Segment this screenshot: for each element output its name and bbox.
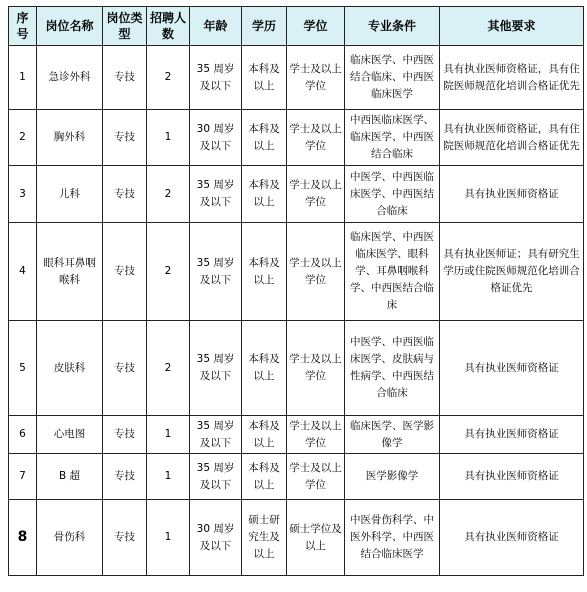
cell-degree: 学士及以上学位 bbox=[287, 223, 345, 321]
cell-major: 中医骨伤科学、中医外科学、中西医结合临床医学 bbox=[345, 500, 440, 576]
table-row bbox=[9, 416, 584, 454]
header-other: 其他要求 bbox=[440, 7, 584, 46]
cell-type: 专技 bbox=[103, 500, 147, 576]
cell-other: 具有执业医师证；具有研究生学历或住院医师规范化培训合格证优先 bbox=[440, 223, 584, 321]
cell-degree: 学士及以上学位 bbox=[287, 454, 345, 500]
cell-degree: 学士及以上学位 bbox=[287, 321, 345, 416]
cell-other: 具有执业医师资格证 bbox=[440, 416, 584, 454]
cell-type: 专技 bbox=[103, 166, 147, 223]
cell-degree: 硕士学位及以上 bbox=[287, 500, 345, 576]
cell-seq: 7 bbox=[9, 454, 37, 500]
cell-major: 中医学、中西医临床医学、皮肤病与性病学、中西医结合临床 bbox=[345, 321, 440, 416]
cell-count: 2 bbox=[147, 321, 190, 416]
cell-education: 本科及以上 bbox=[242, 46, 287, 110]
cell-education: 本科及以上 bbox=[242, 454, 287, 500]
cell-type: 专技 bbox=[103, 110, 147, 166]
cell-type: 专技 bbox=[103, 46, 147, 110]
cell-degree: 学士及以上学位 bbox=[287, 110, 345, 166]
cell-type: 专技 bbox=[103, 321, 147, 416]
cell-other: 具有执业医师资格证，具有住院医师规范化培训合格证优先 bbox=[440, 110, 584, 166]
table-row bbox=[9, 46, 584, 110]
cell-seq: 8 bbox=[9, 500, 37, 576]
table-row bbox=[9, 321, 584, 416]
cell-position: 急诊外科 bbox=[37, 46, 103, 110]
cell-major: 临床医学、中西医临床医学、眼科学、耳鼻咽喉科学、中西医结合临床 bbox=[345, 223, 440, 321]
cell-seq: 4 bbox=[9, 223, 37, 321]
cell-major: 临床医学、中西医结合临床、中西医临床医学 bbox=[345, 46, 440, 110]
cell-major: 中医学、中西医临床医学、中西医结合临床 bbox=[345, 166, 440, 223]
cell-age: 35 周岁及以下 bbox=[190, 46, 242, 110]
cell-position: 胸外科 bbox=[37, 110, 103, 166]
cell-other: 具有执业医师资格证，具有住院医师规范化培训合格证优先 bbox=[440, 46, 584, 110]
cell-degree: 学士及以上学位 bbox=[287, 166, 345, 223]
header-degree: 学位 bbox=[287, 7, 345, 46]
cell-other: 具有执业医师资格证 bbox=[440, 321, 584, 416]
header-age: 年龄 bbox=[190, 7, 242, 46]
cell-age: 30 周岁及以下 bbox=[190, 500, 242, 576]
table-row bbox=[9, 166, 584, 223]
cell-age: 30 周岁及以下 bbox=[190, 110, 242, 166]
cell-count: 1 bbox=[147, 500, 190, 576]
cell-other: 具有执业医师资格证 bbox=[440, 454, 584, 500]
header-education: 学历 bbox=[242, 7, 287, 46]
cell-education: 本科及以上 bbox=[242, 321, 287, 416]
cell-education: 本科及以上 bbox=[242, 223, 287, 321]
cell-seq: 3 bbox=[9, 166, 37, 223]
cell-position: 心电图 bbox=[37, 416, 103, 454]
header-major: 专业条件 bbox=[345, 7, 440, 46]
cell-major: 临床医学、医学影像学 bbox=[345, 416, 440, 454]
header-seq: 序号 bbox=[9, 7, 37, 46]
cell-seq: 2 bbox=[9, 110, 37, 166]
cell-type: 专技 bbox=[103, 454, 147, 500]
cell-count: 1 bbox=[147, 110, 190, 166]
cell-education: 本科及以上 bbox=[242, 110, 287, 166]
cell-age: 35 周岁及以下 bbox=[190, 223, 242, 321]
cell-major: 中西医临床医学、临床医学、中西医结合临床 bbox=[345, 110, 440, 166]
cell-count: 2 bbox=[147, 166, 190, 223]
cell-education: 本科及以上 bbox=[242, 166, 287, 223]
cell-age: 35 周岁及以下 bbox=[190, 416, 242, 454]
cell-position: 骨伤科 bbox=[37, 500, 103, 576]
cell-other: 具有执业医师资格证 bbox=[440, 500, 584, 576]
header-row bbox=[9, 7, 584, 46]
table-row bbox=[9, 223, 584, 321]
cell-education: 本科及以上 bbox=[242, 416, 287, 454]
cell-other: 具有执业医师资格证 bbox=[440, 166, 584, 223]
cell-age: 35 周岁及以下 bbox=[190, 454, 242, 500]
cell-seq: 6 bbox=[9, 416, 37, 454]
cell-education: 硕士研究生及以上 bbox=[242, 500, 287, 576]
cell-seq: 5 bbox=[9, 321, 37, 416]
table-row bbox=[9, 110, 584, 166]
cell-age: 35 周岁及以下 bbox=[190, 321, 242, 416]
cell-position: 皮肤科 bbox=[37, 321, 103, 416]
cell-count: 1 bbox=[147, 416, 190, 454]
header-position: 岗位名称 bbox=[37, 7, 103, 46]
table-row bbox=[9, 454, 584, 500]
cell-major: 医学影像学 bbox=[345, 454, 440, 500]
cell-position: B 超 bbox=[37, 454, 103, 500]
cell-count: 2 bbox=[147, 46, 190, 110]
cell-seq: 1 bbox=[9, 46, 37, 110]
header-type: 岗位类型 bbox=[103, 7, 147, 46]
cell-position: 眼科耳鼻咽喉科 bbox=[37, 223, 103, 321]
cell-type: 专技 bbox=[103, 416, 147, 454]
table-row bbox=[9, 500, 584, 576]
cell-degree: 学士及以上学位 bbox=[287, 46, 345, 110]
recruitment-table bbox=[8, 6, 584, 576]
cell-age: 35 周岁及以下 bbox=[190, 166, 242, 223]
cell-count: 2 bbox=[147, 223, 190, 321]
cell-count: 1 bbox=[147, 454, 190, 500]
cell-position: 儿科 bbox=[37, 166, 103, 223]
cell-type: 专技 bbox=[103, 223, 147, 321]
header-count: 招聘人数 bbox=[147, 7, 190, 46]
cell-degree: 学士及以上学位 bbox=[287, 416, 345, 454]
